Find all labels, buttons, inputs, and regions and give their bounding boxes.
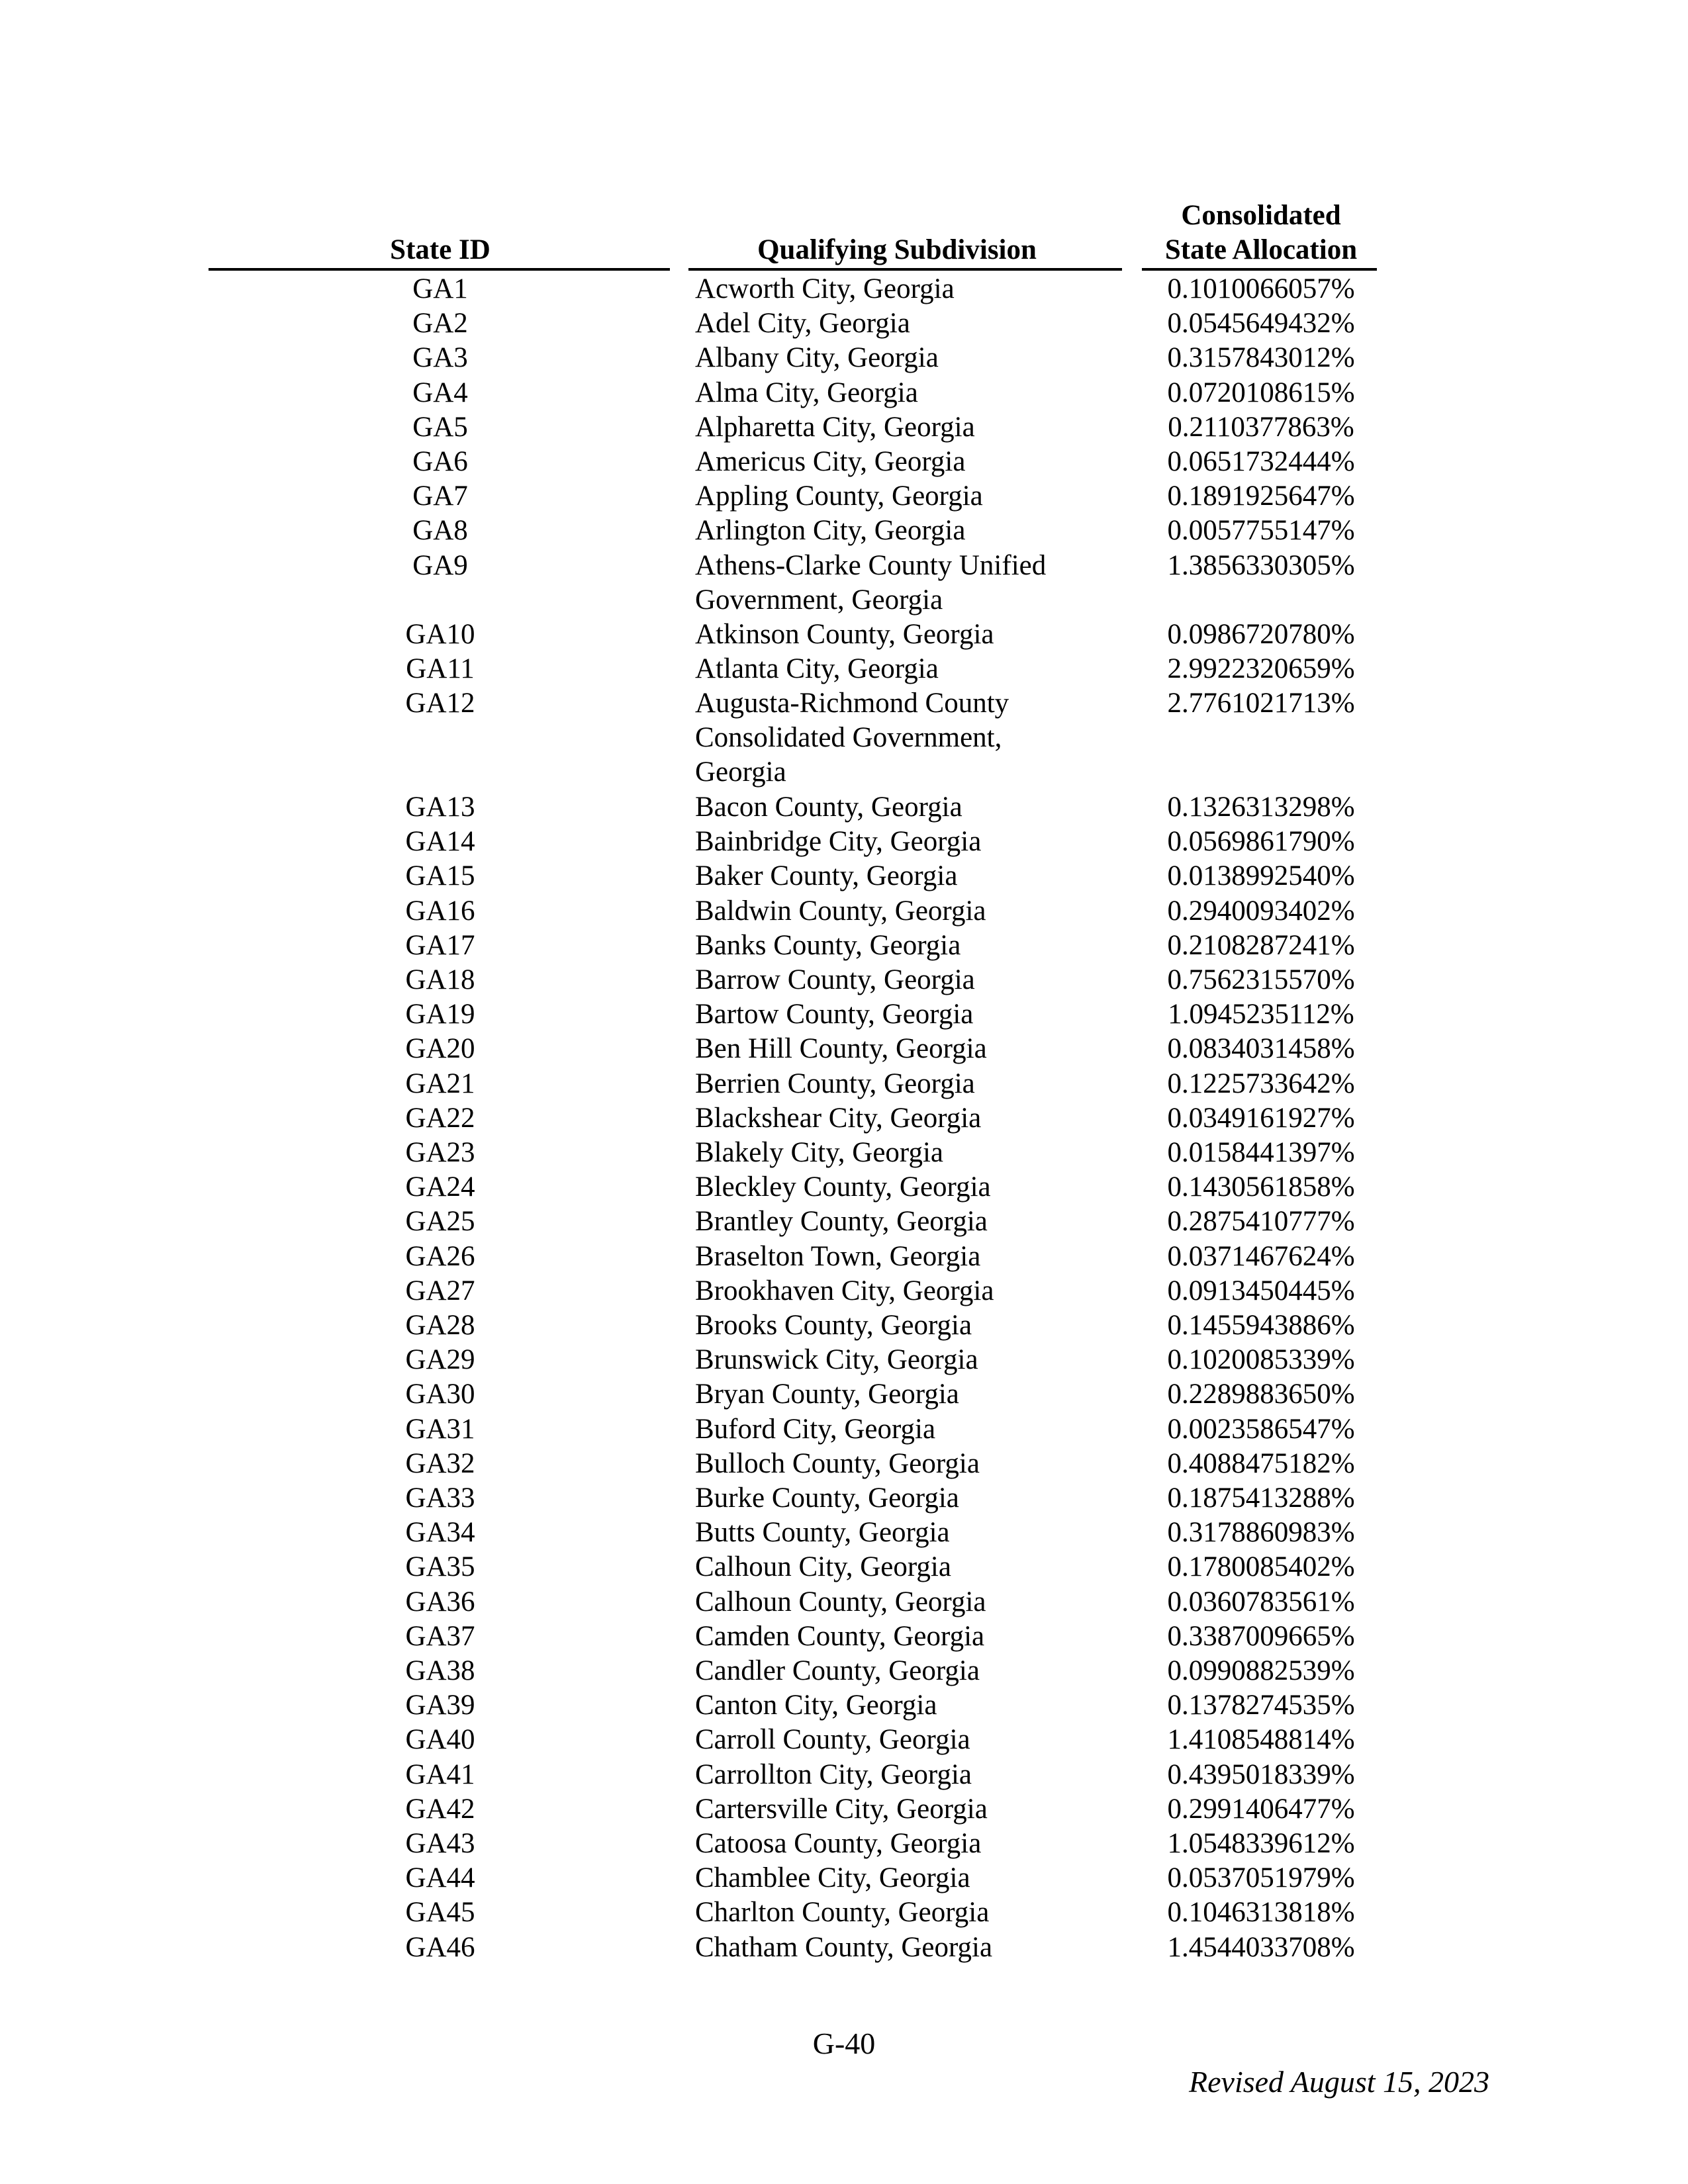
allocation-cell: 0.0371467624% [1167,1240,1355,1272]
subdivision-cell [695,376,1119,410]
subdivision-line: Cartersville City, Georgia [695,1793,988,1825]
allocation-cell: 0.0545649432% [1167,308,1355,340]
allocation-cell: 0.1326313298% [1167,792,1355,823]
state-id-cell: GA5 [412,411,468,443]
allocation-cell: 1.3856330305% [1167,549,1355,581]
subdivision-line: Appling County, Georgia [695,480,983,512]
allocation-cell: 0.0158441397% [1167,1137,1355,1168]
subdivision-line: Banks County, Georgia [695,929,961,961]
state-id-cell: GA28 [405,1310,475,1341]
header-rule-subdivision [688,268,1122,271]
subdivision-cell [695,894,1119,929]
state-id-cell: GA38 [405,1655,475,1686]
subdivision-line: Brunswick City, Georgia [695,1344,978,1376]
allocation-cell: 0.1875413288% [1167,1482,1355,1514]
allocation-cell: 0.4395018339% [1167,1758,1355,1790]
allocation-cell: 0.2289883650% [1167,1379,1355,1410]
subdivision-cell [695,790,1119,825]
state-id-cell: GA46 [405,1931,475,1963]
subdivision-line: Calhoun City, Georgia [695,1551,951,1583]
allocation-cell: 0.1378274535% [1167,1690,1355,1721]
state-id-cell: GA44 [405,1862,475,1894]
subdivision-line: Bacon County, Georgia [695,792,962,823]
state-id-cell: GA23 [405,1137,475,1168]
subdivision-line: Carroll County, Georgia [695,1724,970,1756]
subdivision-line: Baker County, Georgia [695,860,958,892]
allocation-cell: 0.1046313818% [1167,1897,1355,1929]
subdivision-cell [695,1585,1119,1619]
subdivision-cell [695,272,1119,306]
subdivision-line: Albany City, Georgia [695,342,939,374]
allocation-cell: 0.3178860983% [1167,1517,1355,1549]
subdivision-line: Athens-Clarke County Unified [695,549,1047,581]
subdivision-cell [695,1827,1119,1861]
state-id-cell: GA13 [405,792,475,823]
state-id-cell: GA11 [406,653,475,685]
state-id-cell: GA33 [405,1482,475,1514]
subdivision-line: Brookhaven City, Georgia [695,1275,994,1306]
subdivision-cell [695,1758,1119,1792]
state-id-cell: GA21 [405,1068,475,1099]
state-id-cell: GA34 [405,1517,475,1549]
state-id-cell: GA43 [405,1828,475,1859]
state-id-cell: GA1 [412,273,468,304]
state-id-cell: GA19 [405,999,475,1030]
subdivision-line: Alma City, Georgia [695,377,918,408]
state-id-cell: GA45 [405,1897,475,1929]
state-id-cell: GA16 [405,895,475,927]
subdivision-line: Bulloch County, Georgia [695,1447,980,1479]
allocation-cell: 0.0913450445% [1167,1275,1355,1306]
subdivision-line: Burke County, Georgia [695,1482,959,1514]
subdivision-cell [695,1205,1119,1239]
subdivision-line: Alpharetta City, Georgia [695,411,975,443]
subdivision-line: Atlanta City, Georgia [695,653,939,685]
subdivision-line: Consolidated Government, [695,722,1002,754]
subdivision-cell [695,997,1119,1032]
subdivision-line: Georgia [695,756,786,788]
state-id-cell: GA30 [405,1379,475,1410]
subdivision-cell [695,1688,1119,1723]
state-id-cell: GA27 [405,1275,475,1306]
state-id-cell: GA35 [405,1551,475,1583]
allocation-cell: 2.7761021713% [1167,688,1355,719]
subdivision-line: Baldwin County, Georgia [695,895,986,927]
subdivision-line: Augusta-Richmond County [695,688,1009,719]
subdivision-line: Bartow County, Georgia [695,999,974,1030]
subdivision-cell [695,1274,1119,1308]
subdivision-cell [695,1481,1119,1516]
header-state-id: State ID [390,234,491,265]
subdivision-line: Brooks County, Georgia [695,1310,972,1341]
allocation-cell: 0.0569861790% [1167,826,1355,858]
subdivision-cell [695,929,1119,963]
subdivision-cell [695,1931,1119,1965]
subdivision-cell [695,445,1119,479]
subdivision-line: Government, Georgia [695,584,943,615]
revision-date: Revised August 15, 2023 [1189,2065,1489,2099]
subdivision-line: Barrow County, Georgia [695,964,975,995]
header-consolidated-line2: State Allocation [1164,234,1358,265]
subdivision-line: Butts County, Georgia [695,1517,950,1549]
subdivision-cell [695,306,1119,341]
state-id-cell: GA41 [405,1758,475,1790]
subdivision-cell [695,479,1119,514]
state-id-cell: GA4 [412,377,468,408]
subdivision-line: Camden County, Georgia [695,1620,985,1652]
subdivision-cell [695,1895,1119,1930]
subdivision-cell [695,1792,1119,1827]
allocation-cell: 0.0349161927% [1167,1102,1355,1134]
allocation-cell: 0.0834031458% [1167,1033,1355,1065]
state-id-cell: GA29 [405,1344,475,1376]
subdivision-cell [695,963,1119,997]
allocation-cell: 0.2108287241% [1167,929,1355,961]
allocation-cell: 0.2110377863% [1168,411,1354,443]
subdivision-line: Calhoun County, Georgia [695,1586,986,1617]
state-id-cell: GA17 [405,929,475,961]
allocation-cell: 0.1780085402% [1167,1551,1355,1583]
header-qualifying-subdivision: Qualifying Subdivision [757,234,1037,265]
allocation-cell: 0.4088475182% [1167,1447,1355,1479]
subdivision-line: Charlton County, Georgia [695,1897,990,1929]
allocation-cell: 0.0057755147% [1167,515,1355,547]
allocation-cell: 0.7562315570% [1167,964,1355,995]
allocation-cell: 1.0945235112% [1168,999,1354,1030]
state-id-cell: GA2 [412,308,468,340]
allocation-cell: 1.4108548814% [1167,1724,1355,1756]
allocation-cell: 0.2991406477% [1167,1793,1355,1825]
header-rule-allocation [1142,268,1377,271]
subdivision-cell [695,1516,1119,1550]
subdivision-cell [695,549,1119,617]
subdivision-cell [695,514,1119,548]
subdivision-line: Americus City, Georgia [695,446,966,477]
subdivision-cell [695,1861,1119,1895]
subdivision-cell [695,1377,1119,1412]
state-id-cell: GA24 [405,1171,475,1203]
subdivision-line: Adel City, Georgia [695,308,910,340]
subdivision-cell [695,1550,1119,1584]
subdivision-cell [695,341,1119,375]
allocation-cell: 1.4544033708% [1167,1931,1355,1963]
subdivision-line: Chatham County, Georgia [695,1931,993,1963]
allocation-cell: 0.0720108615% [1167,377,1355,408]
subdivision-cell [695,1170,1119,1205]
allocation-cell: 0.3387009665% [1167,1620,1355,1652]
allocation-cell: 0.1020085339% [1167,1344,1355,1376]
subdivision-cell [695,1067,1119,1101]
subdivision-line: Braselton Town, Georgia [695,1240,981,1272]
state-id-cell: GA32 [405,1447,475,1479]
subdivision-line: Bleckley County, Georgia [695,1171,991,1203]
state-id-cell: GA36 [405,1586,475,1617]
header-consolidated-line1: Consolidated [1181,200,1341,231]
state-id-cell: GA40 [405,1724,475,1756]
subdivision-cell [695,1447,1119,1481]
allocation-cell: 0.1455943886% [1167,1310,1355,1341]
allocation-cell: 0.0990882539% [1167,1655,1355,1686]
subdivision-cell [695,686,1119,790]
subdivision-line: Bainbridge City, Georgia [695,826,982,858]
state-id-cell: GA18 [405,964,475,995]
state-id-cell: GA9 [412,549,468,581]
state-id-cell: GA7 [412,480,468,512]
subdivision-line: Canton City, Georgia [695,1690,937,1721]
subdivision-line: Buford City, Georgia [695,1413,936,1445]
subdivision-line: Blakely City, Georgia [695,1137,943,1168]
subdivision-cell [695,1308,1119,1343]
subdivision-cell [695,1032,1119,1066]
allocation-cell: 0.1891925647% [1167,480,1355,512]
subdivision-line: Blackshear City, Georgia [695,1102,982,1134]
allocation-cell: 0.1010066057% [1167,273,1355,304]
subdivision-cell [695,1136,1119,1170]
subdivision-line: Berrien County, Georgia [695,1068,975,1099]
state-id-cell: GA14 [405,826,475,858]
state-id-cell: GA31 [405,1413,475,1445]
state-id-cell: GA6 [412,446,468,477]
subdivision-cell [695,1619,1119,1654]
state-id-cell: GA39 [405,1690,475,1721]
allocation-cell: 0.1225733642% [1167,1068,1355,1099]
subdivision-cell [695,1343,1119,1377]
subdivision-line: Catoosa County, Georgia [695,1828,982,1859]
subdivision-line: Ben Hill County, Georgia [695,1033,987,1065]
subdivision-line: Acworth City, Georgia [695,273,955,304]
allocation-cell: 0.3157843012% [1167,342,1355,374]
state-id-cell: GA37 [405,1620,475,1652]
allocation-cell: 1.0548339612% [1167,1828,1355,1859]
header-rule-state-id [209,268,670,271]
allocation-cell: 0.0138992540% [1167,860,1355,892]
allocation-cell: 0.0023586547% [1167,1413,1355,1445]
allocation-cell: 0.0360783561% [1167,1586,1355,1617]
allocation-cell: 2.9922320659% [1167,653,1355,685]
state-id-cell: GA12 [405,688,475,719]
allocation-cell: 0.0986720780% [1167,619,1355,650]
subdivision-cell [695,1723,1119,1757]
state-id-cell: GA25 [405,1206,475,1238]
subdivision-cell [695,617,1119,652]
subdivision-line: Arlington City, Georgia [695,515,966,547]
subdivision-cell [695,1240,1119,1274]
allocation-cell: 0.0537051979% [1167,1862,1355,1894]
state-id-cell: GA20 [405,1033,475,1065]
subdivision-line: Brantley County, Georgia [695,1206,988,1238]
subdivision-cell [695,825,1119,859]
state-id-cell: GA15 [405,860,475,892]
state-id-cell: GA42 [405,1793,475,1825]
state-id-cell: GA8 [412,515,468,547]
subdivision-cell [695,1412,1119,1447]
subdivision-line: Candler County, Georgia [695,1655,980,1686]
subdivision-line: Bryan County, Georgia [695,1379,959,1410]
allocation-cell: 0.2940093402% [1167,895,1355,927]
allocation-cell: 0.1430561858% [1167,1171,1355,1203]
allocation-cell: 0.2875410777% [1167,1206,1355,1238]
subdivision-cell [695,652,1119,686]
subdivision-cell [695,410,1119,445]
allocation-cell: 0.0651732444% [1167,446,1355,477]
subdivision-line: Chamblee City, Georgia [695,1862,970,1894]
state-id-cell: GA10 [405,619,475,650]
subdivision-cell [695,1654,1119,1688]
state-id-cell: GA26 [405,1240,475,1272]
subdivision-cell [695,1101,1119,1136]
state-id-cell: GA22 [405,1102,475,1134]
page-number: G-40 [812,2026,876,2060]
subdivision-cell [695,859,1119,893]
subdivision-line: Carrollton City, Georgia [695,1758,972,1790]
state-id-cell: GA3 [412,342,468,374]
subdivision-line: Atkinson County, Georgia [695,619,994,650]
